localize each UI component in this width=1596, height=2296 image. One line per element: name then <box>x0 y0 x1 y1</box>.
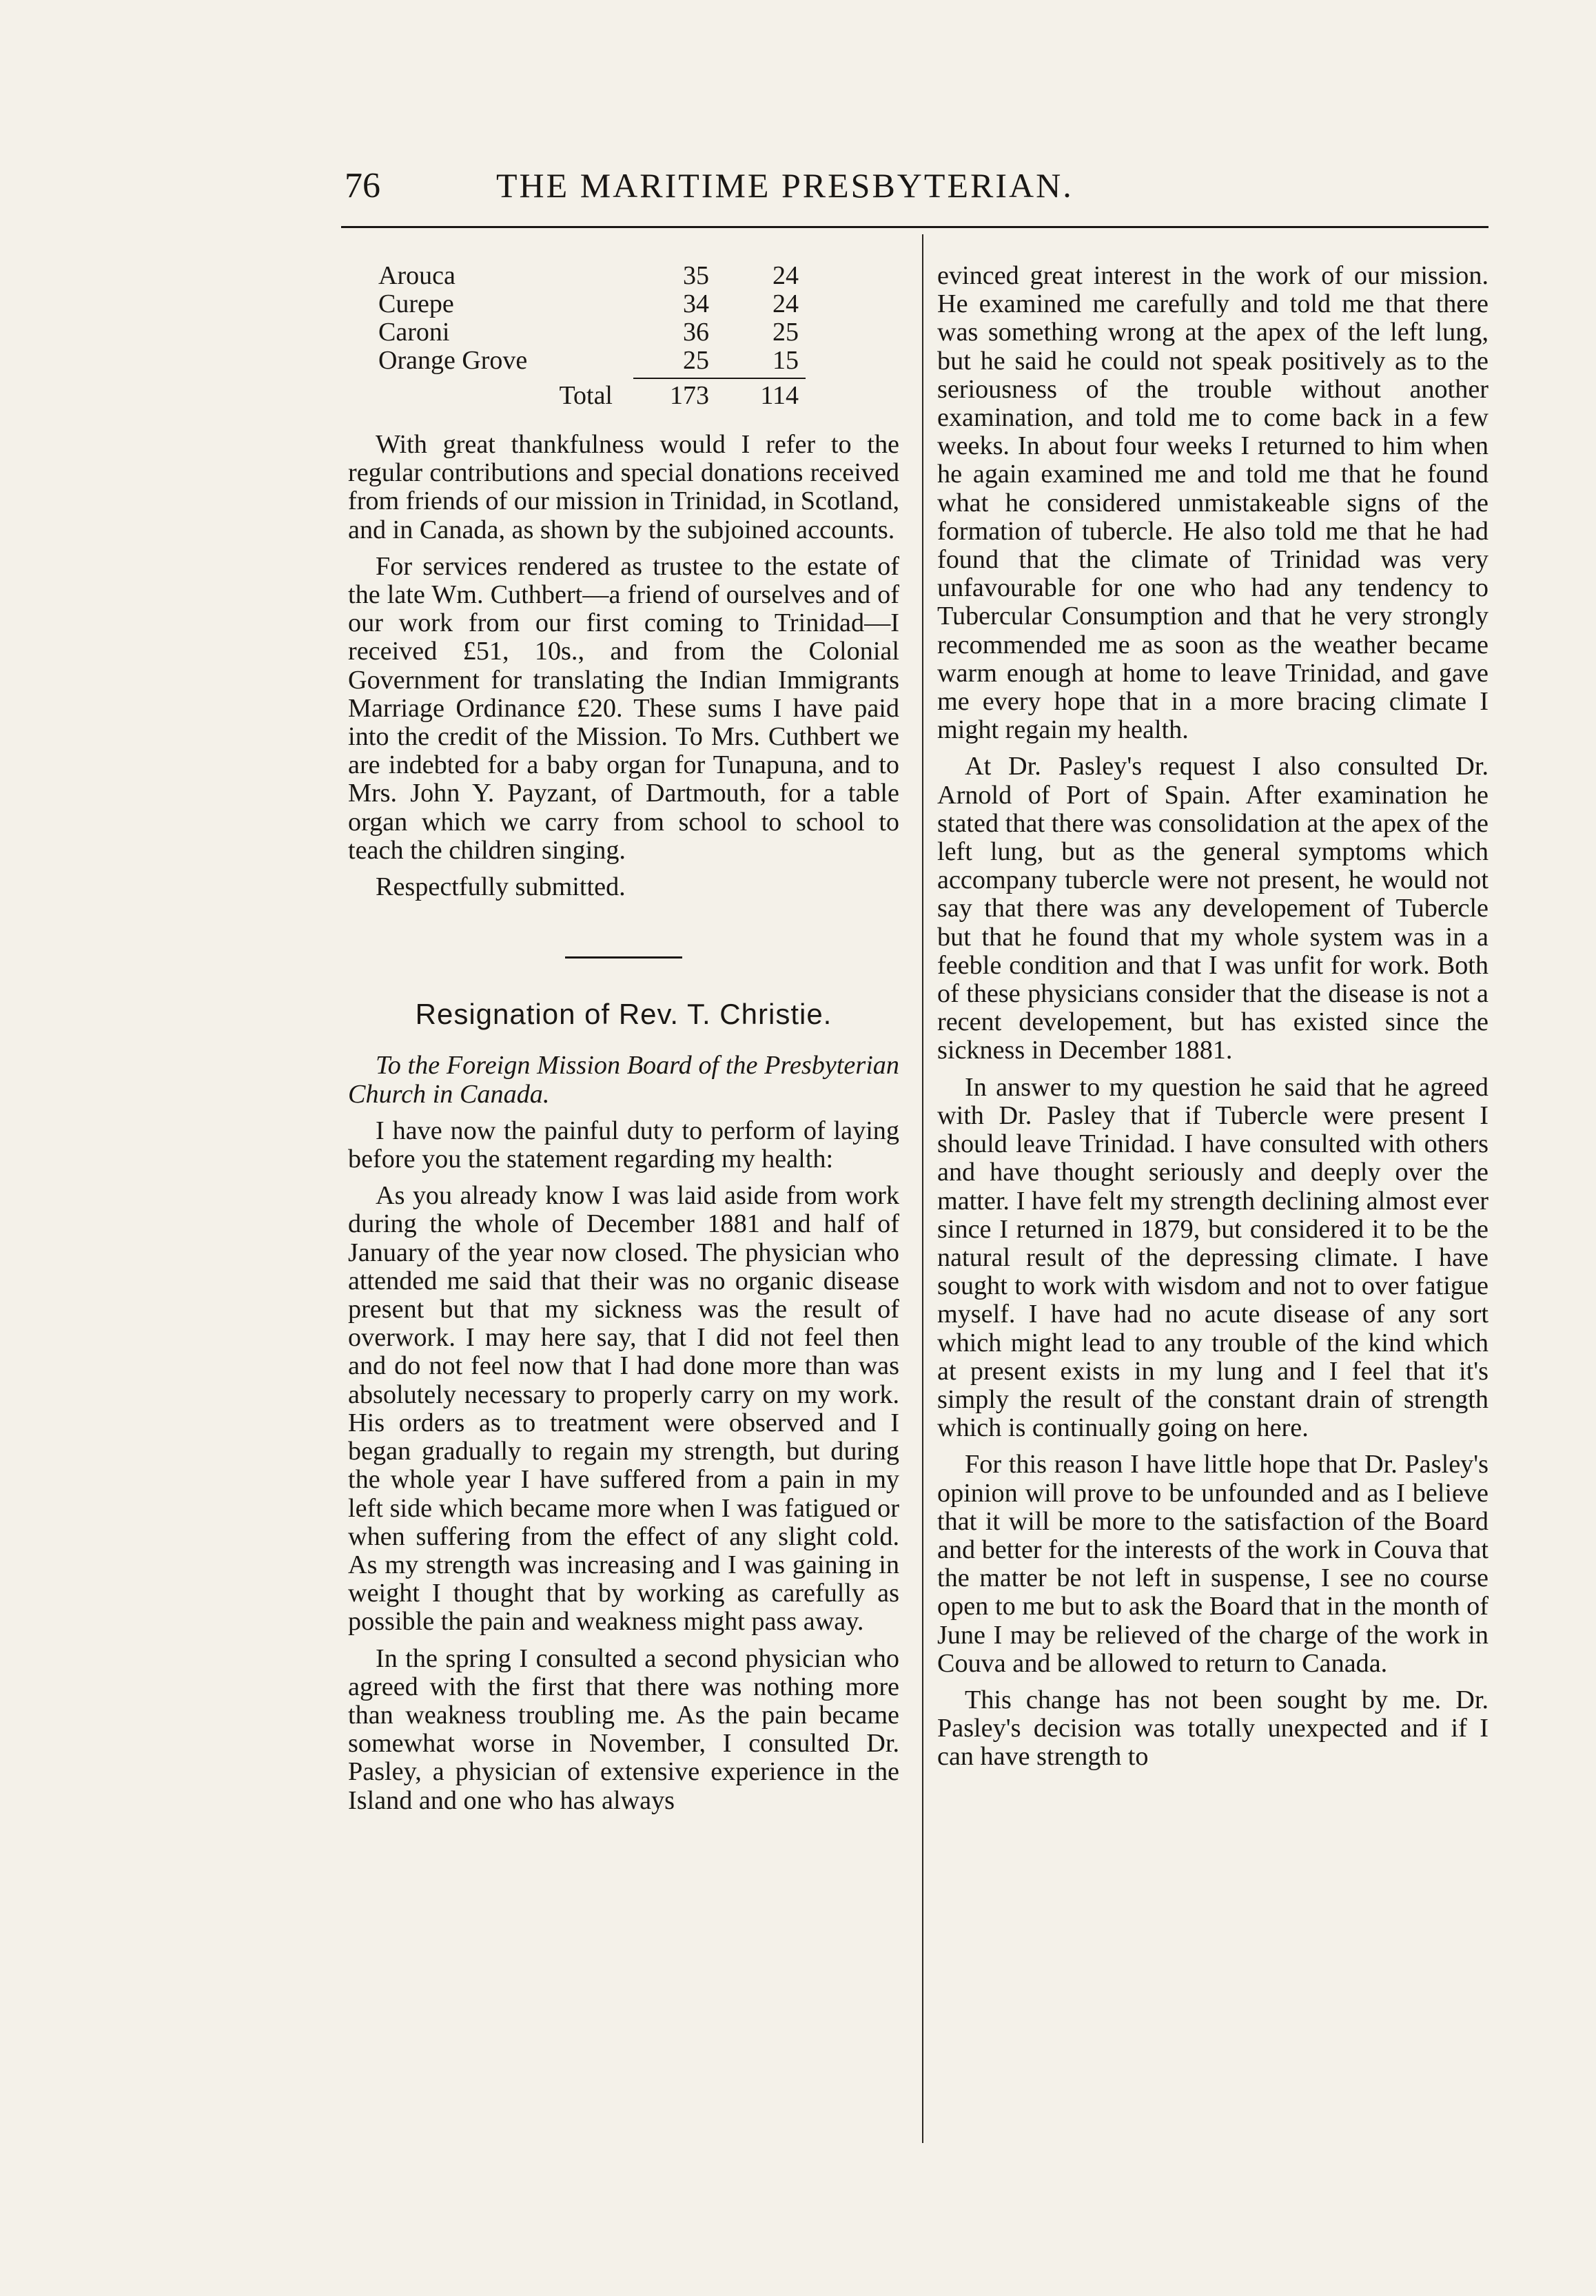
page-number: 76 <box>345 166 380 205</box>
paragraph: I have now the painful duty to perform of laying before you the statement regarding my health: <box>348 1116 899 1174</box>
table-cell-value: 25 <box>683 346 709 375</box>
paragraph: In the spring I consulted a second physician who agreed with the first that there was nothing more than weakness troubling me. As the pain became somewhat worse in November, I consulted Dr. Pasley, a physician of extensive experience in the Island and one who has always <box>348 1643 899 1815</box>
paragraph: For this reason I have little hope that Dr. Pasley's opinion will prove to be unfounded and as I believe that it will be more to the satisfaction of the Board and better for the interests of the work in Couva that the matter be not left in suspense, I see no course open to me but to ask the Board that in the month of June I may be relieved of the charge of the work in Couva and be allowed to return to Canada. <box>937 1450 1488 1678</box>
paragraph: For services rendered as trustee to the estate of the late Wm. Cuthbert—a friend of ourselves and of our work from our first coming to Trinidad—I received £51, 10s., and from the Colonial Government for translating the Indian Immigrants Marriage Ordinance £20. These sums I have paid into the credit of the Mission. To Mrs. Cuthbert we are indebted for a baby organ for Tunapuna, and to Mrs. John Y. Payzant, of Dartmouth, for a table organ which we carry from school to school to teach the children singing. <box>348 551 899 865</box>
running-title: THE MARITIME PRESBYTERIAN. <box>496 166 1074 205</box>
paragraph: evinced great interest in the work of our mission. He examined me carefully and told me that there was something wrong at the apex of the left lung, but he said he could not speak positively as to the seriousness of the trouble without another examination, and told me to come back in a few weeks. In about four weeks I returned to him when he again examined me and told me that he found what he considered unmistakeable signs of the formation of tubercle. He also told me that he had found that the climate of Trinidad was very unfavourable for one who had any tendency to Tubercular Consumption and that he very strongly recommended me as soon as the weather became warm enough at home to leave Trinidad, and gave me every hope that in a more bracing climate I might regain my health. <box>937 261 1488 745</box>
sign-off: Respectfully submitted. <box>376 872 626 902</box>
paragraph: This change has not been sought by me. Dr. Pasley's decision was totally unexpected and if I can have strength to <box>937 1685 1488 1772</box>
table-row <box>378 347 806 375</box>
table-cell-value: 15 <box>773 346 799 375</box>
header-rule <box>341 226 1488 228</box>
table-cell-value: 24 <box>773 261 799 290</box>
table-total-value: 114 <box>760 381 799 410</box>
table-cell-value: 24 <box>773 289 799 318</box>
table-cell-name: Curepe <box>378 289 454 318</box>
paragraph: In answer to my question he said that he agreed with Dr. Pasley that if Tubercle were present I should leave Trinidad. I have consulted with others and have thought seriously and deeply over the matter. I have felt my strength declining almost ever since I returned in 1879, but considered it to be the natural result of the depressing climate. I have sought to work with wisdom and not to over fatigue myself. I have had no acute disease of any sort which might lead to any trouble of the kind which at present exists in my lung and I feel that it's simply the result of the constant drain of strength which is continually going on here. <box>937 1072 1488 1443</box>
table-cell-value: 34 <box>683 289 709 318</box>
paragraph: At Dr. Pasley's request I also consulted Dr. Arnold of Port of Spain. After examination he stated that there was consolidation at the apex of the left lung, but as the general symptoms which accompany tubercle were not present, he would not say that there was any developement of Tubercle but that he found that my whole system was in a feeble condition and that I was unfit for work. Both of these physicians consider that the disease is not a recent developement, but has existed since the sickness in December 1881. <box>937 752 1488 1065</box>
table-total-label: Total <box>559 381 613 410</box>
table-cell-value: 36 <box>683 318 709 347</box>
attendance-table <box>378 262 806 410</box>
left-column <box>348 262 899 1823</box>
section-rule <box>565 956 682 959</box>
table-row <box>378 262 806 290</box>
table-total-value: 173 <box>670 381 709 410</box>
addressee: To the Foreign Mission Board of the Presbyterian Church in Canada. <box>348 1051 899 1109</box>
table-cell-name: Orange Grove <box>378 346 528 375</box>
table-cell-name: Caroni <box>378 318 450 347</box>
paragraph: With great thankfulness would I refer to the regular contributions and special donations received from friends of our mission in Trinidad, in Scotland, and in Canada, as shown by the subjoined accounts. <box>348 430 899 544</box>
table-rule <box>633 378 806 379</box>
table-cell-value: 35 <box>683 261 709 290</box>
column-divider <box>922 234 923 2143</box>
table-row <box>378 318 806 347</box>
table-cell-name: Arouca <box>378 261 456 290</box>
table-row <box>378 290 806 318</box>
section-heading: Resignation of Rev. T. Christie. <box>415 998 832 1031</box>
paragraph: As you already know I was laid aside from work during the whole of December 1881 and half of January of the year now closed. The physician who attended me said that their was no organic disease present but that my sickness was the result of overwork. I may here say, that I did not feel then and do not feel now that I had done more than was absolutely necessary to properly carry on my work. His orders as to treatment were observed and I began gradually to regain my strength, but during the whole year I have suffered from a pain in my left side which became more when I was fatigued or when suffering from the effect of any slight cold. As my strength was increasing and I was gaining in weight I thought that by working as carefully as possible the pain and weakness might pass away. <box>348 1181 899 1637</box>
right-column <box>937 262 1488 1780</box>
table-cell-value: 25 <box>773 318 799 347</box>
table-total-row <box>378 382 806 410</box>
page-header <box>345 165 1482 206</box>
